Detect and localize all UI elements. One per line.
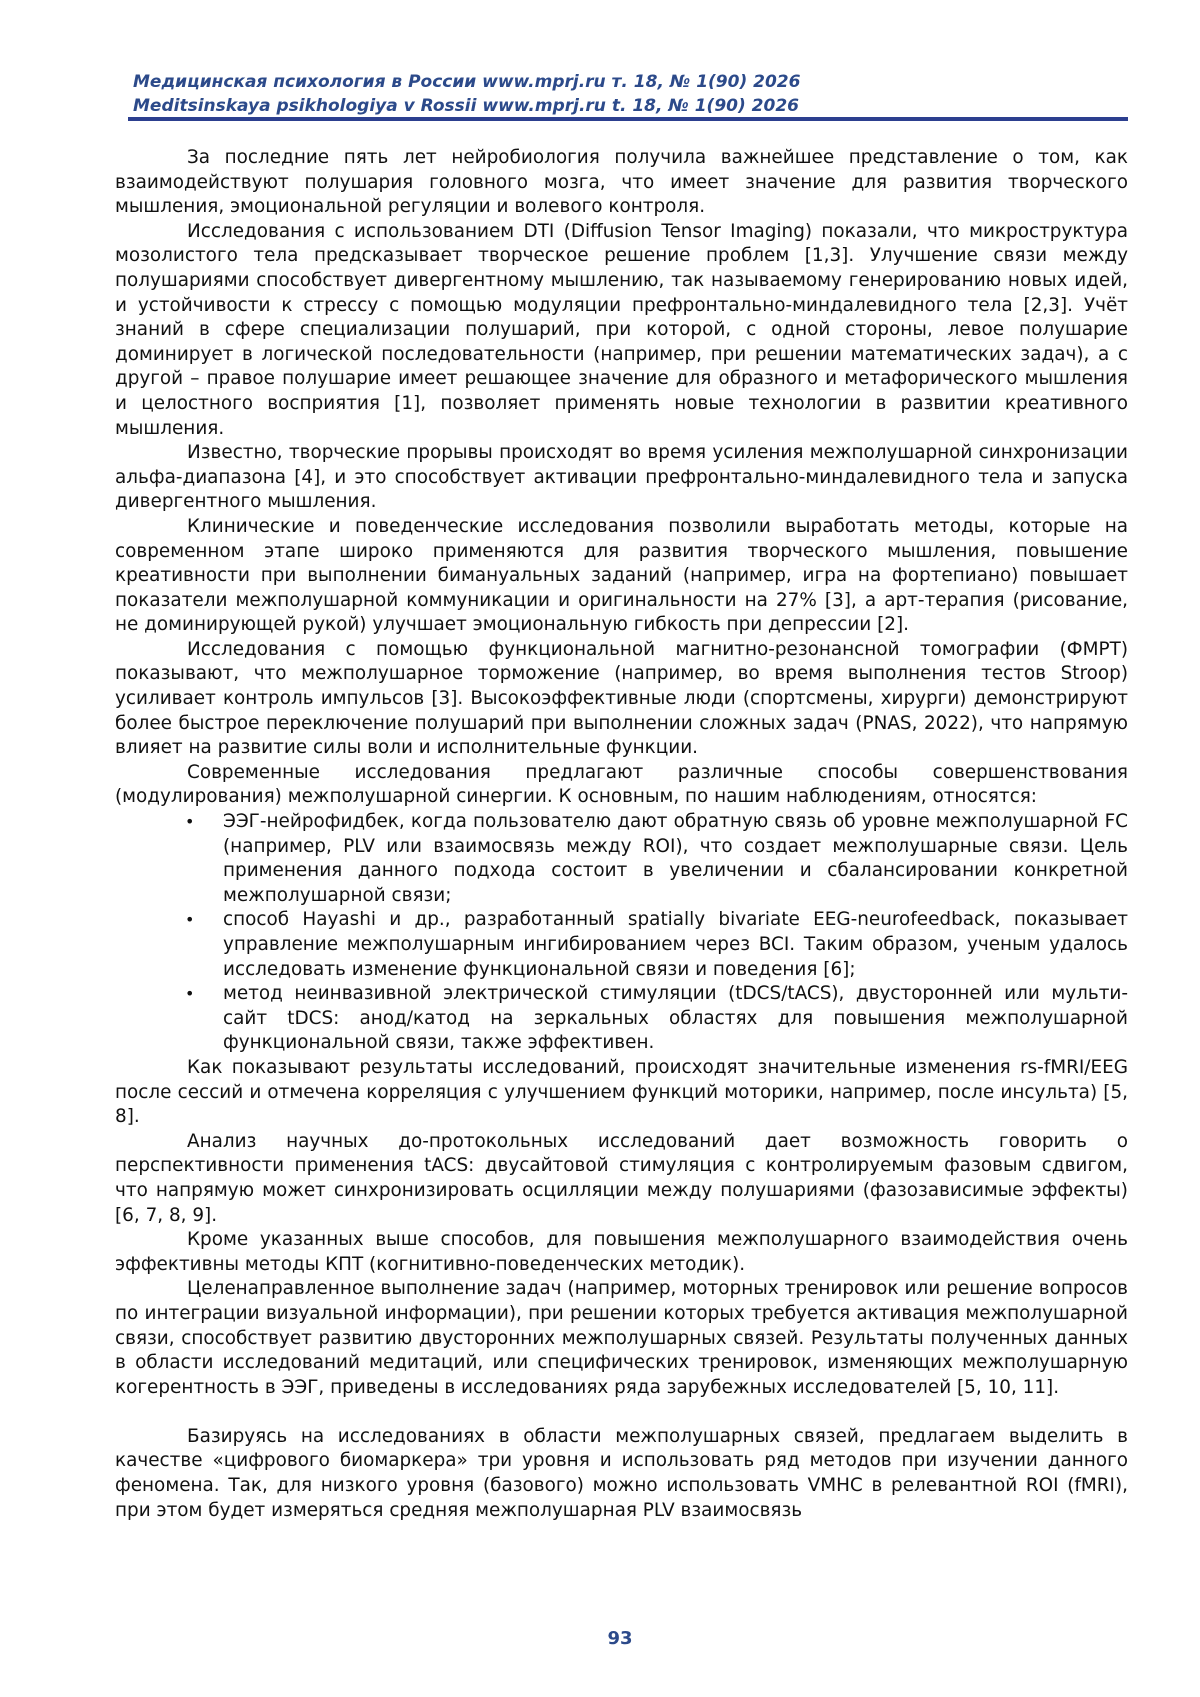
article-body: [115, 146, 1128, 1523]
paragraph: Кроме указанных выше способов, для повышения межполушарного взаимодействия очень эффективны методы КПТ (когнитивно-поведенческих методик).: [115, 1229, 1128, 1275]
list-item-text: способ Hayashi и др., разработанный spatially bivariate EEG-neurofeedback, показывает управление межполушарным ингибированием через BCI. Таким образом, ученым удалось исследовать изменение функциональной связи и поведения [6];: [223, 909, 1128, 980]
methods-list: [115, 810, 1128, 1056]
paragraph: Анализ научных до-протокольных исследований дает возможность говорить о перспективности применения tACS: двусайтовой стимуляция с контролируемым фазовым сдвигом, что напрямую может синхронизировать осцилляции между полушариями (фазозависимые эффекты) [6, 7, 8, 9].: [115, 1130, 1128, 1226]
paragraph: Известно, творческие прорывы происходят во время усиления межполушарной синхронизации альфа-диапазона [4], и это способствует активации префронтально-миндалевидного тела и запуска дивергентного мышления.: [115, 442, 1128, 513]
bullet-icon: •: [185, 812, 195, 832]
bullet-icon: •: [185, 910, 195, 930]
paragraph: Базируясь на исследованиях в области межполушарных связей, предлагаем выделить в качестве «цифрового биомаркера» три уровня и использовать ряд методов при изучении данного феномена. Так, для низкого уровня (базового) можно использовать VMHC в релевантной ROI (fMRI), при этом будет измеряться средняя межполушарная PLV взаимосвязь: [115, 1425, 1128, 1521]
paragraph: Исследования с использованием DTI (Diffusion Tensor Imaging) показали, что микроструктура мозолистого тела предсказывает творческое решение проблем [1,3]. Улучшение связи между полушариями способствует дивергентному мышлению, так называемому генерированию новых идей, и устойчивости к стрессу с помощью модуляции префронтально-миндалевидного тела [2,3]. Учёт знаний в сфере специализации полушарий, при которой, с одной стороны, левое полушарие доминирует в логической последовательности (например, при решении математических задач), а с другой – правое полушарие имеет решающее значение для образного и метафорического мышления и целостного восприятия [1], позволяет применять новые технологии в развитии креативного мышления.: [115, 220, 1128, 439]
paragraph: Как показывают результаты исследований, происходят значительные изменения rs-fMRI/EEG после сессий и отмечена корреляция с улучшением функций моторики, например, после инсульта) [5, 8].: [115, 1056, 1128, 1128]
list-item-text: метод неинвазивной электрической стимуляции (tDCS/tACS), двусторонней или мульти-сайт tDCS: анод/катод на зеркальных областях для повышения межполушарной функциональной связи, также эффективен.: [223, 983, 1128, 1054]
paragraph: Целенаправленное выполнение задач (например, моторных тренировок или решение вопросов по интеграции визуальной информации), при решении которых требуется активация межполушарной связи, способствует развитию двусторонних межполушарных связей. Результаты полученных данных в области исследований медитаций, или специфических тренировок, изменяющих межполушарную когерентность в ЭЭГ, приведены в исследованиях ряда зарубежных исследователей [5, 10, 11].: [115, 1278, 1128, 1398]
list-item-text: ЭЭГ-нейрофидбек, когда пользователю дают обратную связь об уровне межполушарной FC (например, PLV или взаимосвязь между ROI), что создает межполушарные связи. Цель применения данного подхода состоит в увеличении и сбалансировании конкретной межполушарной связи;: [223, 811, 1128, 906]
journal-header-russian: Медицинская психология в России www.mprj.ru т. 18, № 1(90) 2026: [133, 72, 801, 92]
list-item: [115, 908, 1128, 982]
journal-header-transliterated: Meditsinskaya psikhologiya v Rossii www.mprj.ru t. 18, № 1(90) 2026: [133, 96, 799, 116]
journal-header: [133, 70, 1123, 118]
bullet-icon: •: [185, 984, 195, 1004]
header-divider: [128, 117, 1128, 121]
paragraph: Исследования с помощью функциональной магнитно-резонансной томографии (ФМРТ) показывают, что межполушарное торможение (например, во время выполнения тестов Stroop) усиливает контроль импульсов [3]. Высокоэффективные люди (спортсмены, хирурги) демонстрируют более быстрое переключение полушарий при выполнении сложных задач (PNAS, 2022), что напрямую влияет на развитие силы воли и исполнительные функции.: [115, 638, 1128, 759]
paragraph: Современные исследования предлагают различные способы совершенствования (модулирования) межполушарной синергии. К основным, по нашим наблюдениям, относятся:: [115, 761, 1128, 808]
list-item: [115, 810, 1128, 908]
page-number: 93: [607, 1628, 633, 1649]
list-item: [115, 982, 1128, 1056]
paragraph: За последние пять лет нейробиология получила важнейшее представление о том, как взаимодействуют полушария головного мозга, что имеет значение для развития творческого мышления, эмоциональной регуляции и волевого контроля.: [115, 147, 1128, 218]
paragraph: Клинические и поведенческие исследования позволили выработать методы, которые на современном этапе широко применяются для развития творческого мышления, повышение креативности при выполнении бимануальных заданий (например, игра на фортепиано) повышает показатели межполушарной коммуникации и оригинальности на 27% [3], а арт-терапия (рисование, не доминирующей рукой) улучшает эмоциональную гибкость при депрессии [2].: [115, 515, 1128, 636]
